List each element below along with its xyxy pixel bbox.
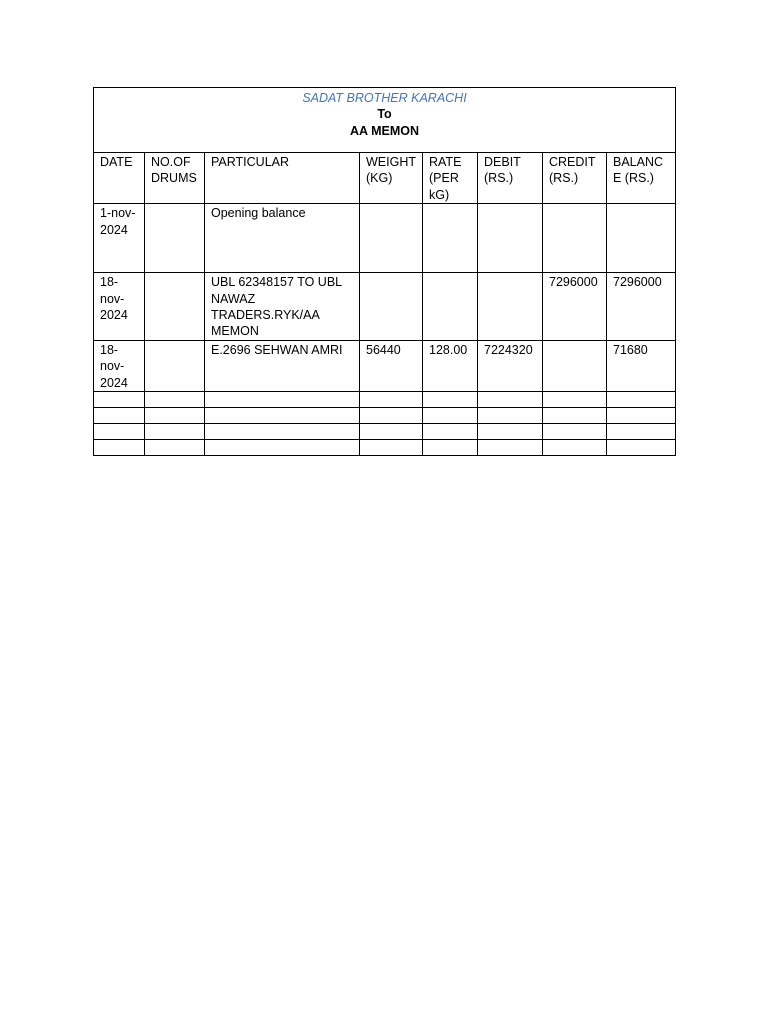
cell-weight: 56440 [360,340,423,391]
cell-weight [360,204,423,273]
cell-debit [478,204,543,273]
empty-cell [478,392,543,408]
column-header-date: DATE [94,153,145,204]
empty-cell [360,392,423,408]
column-header-balance: BALANCE (RS.) [607,153,676,204]
empty-cell [607,440,676,456]
empty-cell [478,408,543,424]
empty-cell [145,392,205,408]
cell-date: 18-nov-2024 [94,340,145,391]
cell-weight [360,273,423,341]
cell-balance: 7296000 [607,273,676,341]
cell-debit [478,273,543,341]
cell-debit: 7224320 [478,340,543,391]
cell-credit: 7296000 [543,273,607,341]
empty-cell [205,392,360,408]
empty-cell [205,408,360,424]
empty-cell [423,424,478,440]
empty-cell [360,424,423,440]
cell-date: 1-nov-2024 [94,204,145,273]
recipient-name: AA MEMON [350,123,419,138]
empty-cell [205,424,360,440]
empty-cell [94,440,145,456]
cell-rate: 128.00 [423,340,478,391]
table-row [94,204,676,273]
ledger-table [93,87,676,456]
empty-cell [543,440,607,456]
empty-row [94,424,676,440]
empty-cell [607,424,676,440]
cell-rate [423,273,478,341]
cell-balance [607,204,676,273]
empty-cell [94,408,145,424]
column-header-debit: DEBIT (RS.) [478,153,543,204]
empty-cell [360,408,423,424]
column-header-drums: NO.OF DRUMS [145,153,205,204]
title-cell [94,88,676,153]
cell-credit [543,204,607,273]
company-name: SADAT BROTHER KARACHI [302,91,467,105]
empty-cell [145,408,205,424]
empty-cell [607,392,676,408]
empty-cell [543,424,607,440]
empty-cell [478,424,543,440]
empty-cell [145,440,205,456]
column-header-particular: PARTICULAR [205,153,360,204]
empty-cell [423,392,478,408]
cell-particular: Opening balance [205,204,360,273]
column-header-weight: WEIGHT (KG) [360,153,423,204]
empty-cell [423,440,478,456]
empty-cell [94,392,145,408]
cell-drums [145,340,205,391]
cell-particular: E.2696 SEHWAN AMRI [205,340,360,391]
cell-rate [423,204,478,273]
cell-date: 18-nov-2024 [94,273,145,341]
cell-balance: 71680 [607,340,676,391]
cell-drums [145,204,205,273]
empty-cell [478,440,543,456]
empty-row [94,408,676,424]
empty-cell [607,408,676,424]
column-header-credit: CREDIT (RS.) [543,153,607,204]
empty-row [94,440,676,456]
empty-cell [423,408,478,424]
cell-credit [543,340,607,391]
column-header-rate: RATE (PER kG) [423,153,478,204]
ledger-sheet [93,87,675,456]
empty-cell [543,408,607,424]
table-row [94,273,676,341]
title-row [94,88,676,153]
column-header-row [94,153,676,204]
empty-cell [205,440,360,456]
empty-row [94,392,676,408]
empty-cell [360,440,423,456]
empty-cell [145,424,205,440]
cell-drums [145,273,205,341]
empty-cell [94,424,145,440]
to-label: To [377,107,392,122]
cell-particular: UBL 62348157 TO UBL NAWAZ TRADERS.RYK/AA MEMON [205,273,360,341]
table-row [94,340,676,391]
empty-cell [543,392,607,408]
